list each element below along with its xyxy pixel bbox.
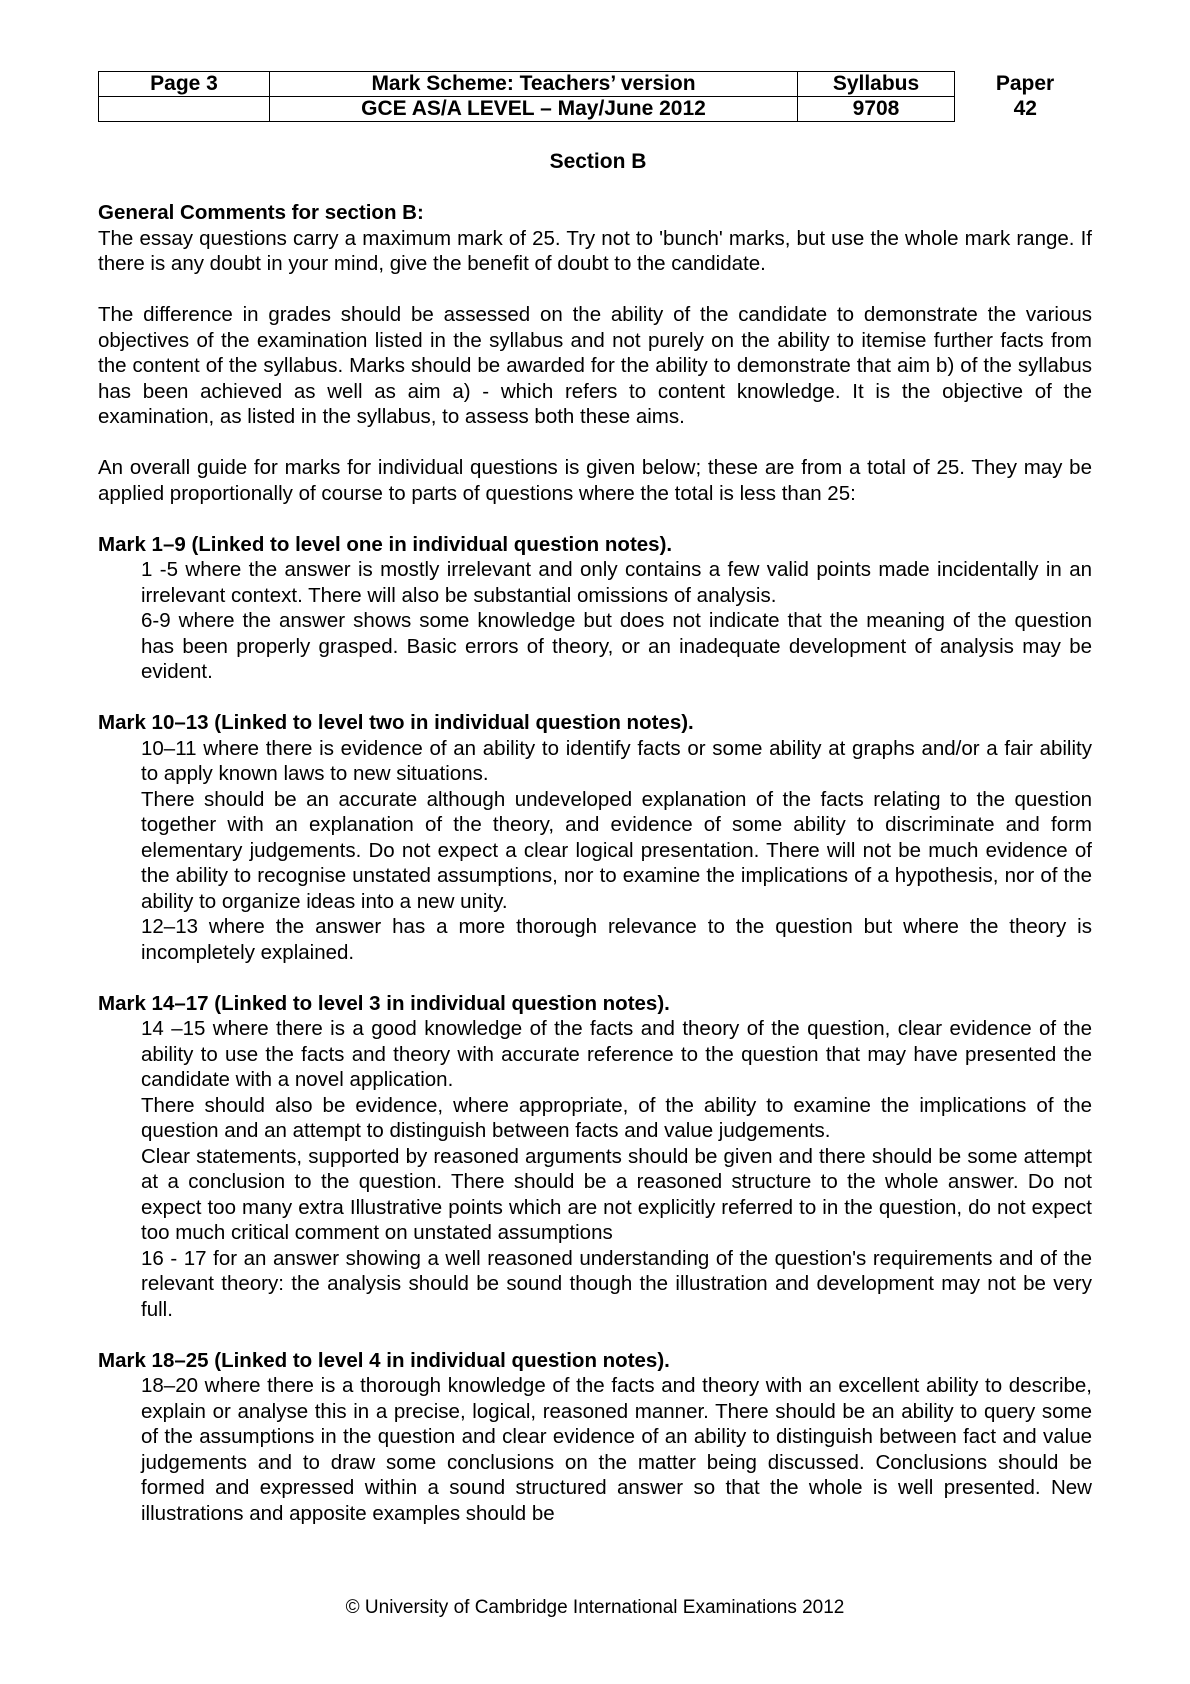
general-paragraph-2: The difference in grades should be assessed on the ability of the candidate to demonstrate the various objectives of the examination listed in the syllabus and not purely on the ability to itemise further facts from the content of the syllabus. Marks should be awarded for the ability to demonstrate that aim b) of the syllabus has been achieved as well as aim a) - which refers to content knowledge. It is the objective of the examination, as listed in the syllabus, to assess both these aims. bbox=[98, 303, 1092, 428]
mark-band-item: There should also be evidence, where appropriate, of the ability to examine the implications of the question and an attempt to distinguish between facts and value judgements. bbox=[141, 1093, 1092, 1142]
empty-cell bbox=[99, 97, 270, 122]
mark-band-item: 6-9 where the answer shows some knowledge but does not indicate that the meaning of the question has been properly grasped. Basic errors of theory, or an inadequate development of analysis may be evident. bbox=[141, 609, 1092, 683]
document-title: Mark Scheme: Teachers’ version bbox=[270, 72, 798, 97]
mark-band-heading: Mark 18–25 (Linked to level 4 in individual question notes). bbox=[98, 1348, 670, 1372]
mark-band-item: 16 - 17 for an answer showing a well reasoned understanding of the question's requirements and of the relevant theory: the analysis should be sound though the illustration and development may not be very full. bbox=[141, 1246, 1092, 1321]
mark-scheme-body bbox=[98, 200, 1092, 1526]
header-row-2 bbox=[99, 97, 1096, 122]
section-title: Section B bbox=[549, 150, 647, 173]
copyright-footer: © University of Cambridge International Examinations 2012 bbox=[345, 1597, 845, 1618]
header-table bbox=[98, 71, 1096, 122]
mark-band-item: There should be an accurate although undeveloped explanation of the facts relating to the question together with an explanation of the theory, and evidence of some ability to discriminate and form elementary judgements. Do not expect a clear logical presentation. There will not be much evidence of the ability to recognise unstated assumptions, nor to examine the implications of a hypothesis, nor of the ability to organize ideas into a new unity. bbox=[141, 787, 1092, 913]
syllabus-code: 9708 bbox=[798, 97, 955, 122]
mark-band-item: 14 –15 where there is a good knowledge of the facts and theory of the question, clear evidence of the ability to use the facts and theory with accurate reference to the question that may have presented the candidate with a novel application. bbox=[141, 1017, 1092, 1091]
mark-band-item: Clear statements, supported by reasoned arguments should be given and there should be some attempt at a conclusion to the question. There should be a reasoned structure to the whole answer. Do not expect too many extra Illustrative points which are not explicitly referred to in the question, do not expect too much critical comment on unstated assumptions bbox=[141, 1144, 1092, 1244]
mark-band-item: 1 -5 where the answer is mostly irrelevant and only contains a few valid points made incidentally in an irrelevant context. There will also be substantial omissions of analysis. bbox=[141, 558, 1092, 607]
general-comments-heading: General Comments for section B: bbox=[98, 201, 424, 224]
mark-band-item: 10–11 where there is evidence of an ability to identify facts or some ability at graphs and/or a fair ability to apply known laws to new situations. bbox=[141, 736, 1092, 785]
general-paragraph-1: The essay questions carry a maximum mark of 25. Try not to 'bunch' marks, but use the whole mark range. If there is any doubt in your mind, give the benefit of doubt to the candidate. bbox=[98, 226, 1092, 275]
page-number: Page 3 bbox=[99, 72, 270, 97]
mark-band-heading: Mark 10–13 (Linked to level two in individual question notes). bbox=[98, 711, 694, 734]
paper-number: 42 bbox=[1013, 97, 1037, 120]
header-row-1 bbox=[99, 72, 1096, 97]
mark-band-item: 18–20 where there is a thorough knowledge of the facts and theory with an excellent ability to describe, explain or analyse this in a precise, logical, reasoned manner. There should be an ability to query some of the assumptions in the question and clear evidence of an ability to distinguish between fact and value judgements and to draw some conclusions on the matter being discussed. Conclusions should be formed and expressed within a sound structured answer so that the whole is well presented. New illustrations and apposite examples should be bbox=[141, 1374, 1092, 1525]
mark-band-4 bbox=[98, 1348, 1092, 1527]
mark-band-1 bbox=[98, 532, 1092, 685]
mark-band-item: 12–13 where the answer has a more thorough relevance to the question but where the theory is incompletely explained. bbox=[141, 915, 1092, 964]
syllabus-label: Syllabus bbox=[798, 72, 955, 97]
general-paragraph-3: An overall guide for marks for individual questions is given below; these are from a total of 25. They may be applied proportionally of course to parts of questions where the total is less than 25: bbox=[98, 456, 1092, 505]
mark-band-3 bbox=[98, 991, 1092, 1323]
exam-session: GCE AS/A LEVEL – May/June 2012 bbox=[270, 97, 798, 122]
paper-label: Paper bbox=[995, 72, 1055, 95]
mark-band-2 bbox=[98, 710, 1092, 965]
mark-band-heading: Mark 1–9 (Linked to level one in individual question notes). bbox=[98, 532, 673, 556]
mark-band-heading: Mark 14–17 (Linked to level 3 in individual question notes). bbox=[98, 991, 670, 1015]
